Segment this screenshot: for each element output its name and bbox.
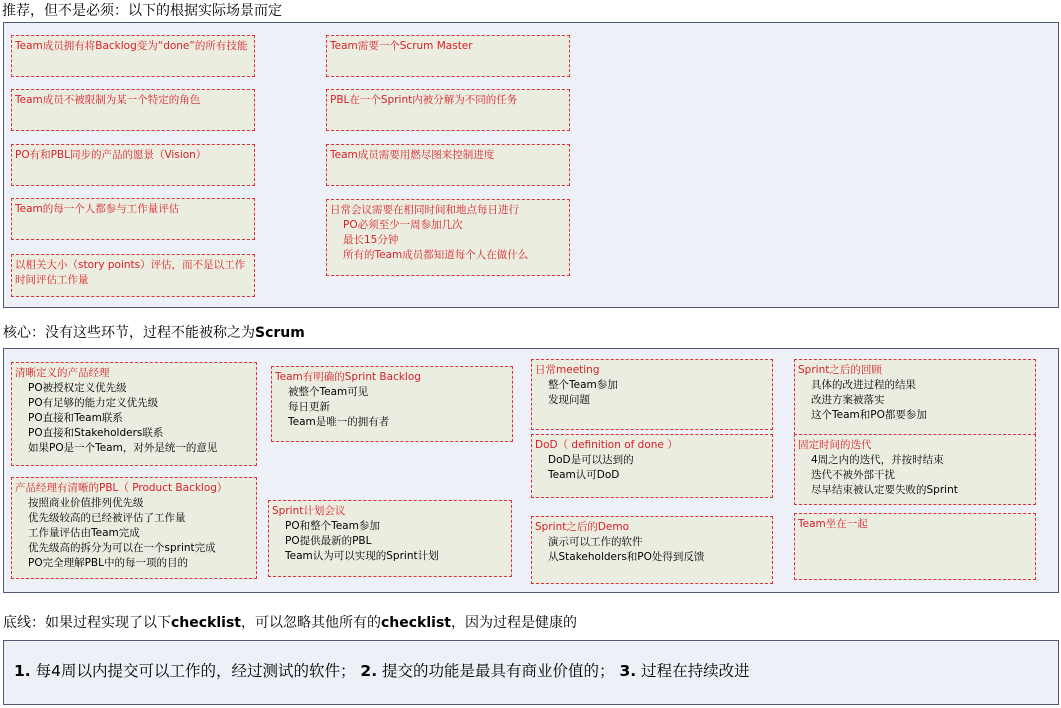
card-bullet: Team认可DoD xyxy=(548,469,620,481)
core-card-1 xyxy=(11,362,257,466)
card-bullet: 工作量评估由Team完成 xyxy=(28,527,140,539)
card-title: 日常会议需要在相同时间和地点每日进行 xyxy=(330,204,519,216)
card-title: 日常meeting xyxy=(535,364,600,376)
recommended-card-7 xyxy=(326,89,570,131)
card-title: Team的每一个人都参与工作量评估 xyxy=(15,203,180,215)
card-title: 以相关大小（story points）评估，而不是以工作时间评估工作量 xyxy=(15,259,246,286)
recommended-card-2 xyxy=(11,89,255,131)
card-bullet: 优先级高的拆分为可以在一个sprint完成 xyxy=(28,542,216,554)
card-bullet: Team是唯一的拥有者 xyxy=(288,416,390,428)
recommended-card-1 xyxy=(11,35,255,77)
card-title: Sprint之后的Demo xyxy=(535,521,630,533)
recommended-card-4 xyxy=(11,198,255,240)
bottom-item-2-num: 2. xyxy=(360,662,378,680)
card-bullet: 如果PO是一个Team，对外是统一的意见 xyxy=(28,442,218,454)
recommended-card-8 xyxy=(326,144,570,186)
core-heading-bold: Scrum xyxy=(255,325,305,341)
bottom-item-1-num: 1. xyxy=(14,662,31,680)
card-title: Team坐在一起 xyxy=(798,518,868,530)
card-bullet: PO被授权定义优先级 xyxy=(28,382,127,394)
card-bullet: 迭代不被外部干扰 xyxy=(811,469,895,481)
bottom-item-3-text: 过程在持续改进 xyxy=(636,662,750,680)
bottom-heading-post: ，因为过程是健康的 xyxy=(451,615,577,631)
core-heading xyxy=(3,324,305,342)
card-bullet: 整个Team参加 xyxy=(548,379,618,391)
bottom-heading-bold-1: checklist xyxy=(171,615,241,631)
card-bullet: 发现问题 xyxy=(548,394,590,406)
core-card-4 xyxy=(268,500,512,577)
core-card-2 xyxy=(11,477,257,579)
card-bullet: PO和整个Team参加 xyxy=(285,520,380,532)
recommended-card-6 xyxy=(326,35,570,77)
card-bullet: PO必须至少一周参加几次 xyxy=(343,219,463,231)
bottom-item-2-text: 提交的功能是最具有商业价值的； xyxy=(377,662,615,680)
card-bullet: 尽早结束被认定要失败的Sprint xyxy=(811,484,958,496)
card-title: 清晰定义的产品经理 xyxy=(15,367,110,379)
card-title: Team成员拥有将Backlog变为“done”的所有技能 xyxy=(15,40,248,52)
recommended-heading-text: 推荐，但不是必须：以下的根据实际场景而定 xyxy=(2,3,282,19)
card-bullet: 优先级较高的已经被评估了工作量 xyxy=(28,512,186,524)
card-title: Team成员需要用燃尽图来控制进度 xyxy=(330,149,495,161)
card-bullet: PO直接和Team联系 xyxy=(28,412,123,424)
recommended-card-3 xyxy=(11,144,255,186)
core-card-9 xyxy=(794,434,1036,505)
card-bullet: DoD是可以达到的 xyxy=(548,454,634,466)
card-bullet: 每日更新 xyxy=(288,401,330,413)
bottom-heading-bold-2: checklist xyxy=(381,615,451,631)
card-bullet: 被整个Team可见 xyxy=(288,386,369,398)
bottom-heading-mid: ，可以忽略其他所有的 xyxy=(241,615,381,631)
recommended-card-5 xyxy=(11,254,255,297)
card-bullet: 所有的Team成员都知道每个人在做什么 xyxy=(343,249,529,261)
recommended-heading xyxy=(2,2,282,20)
card-bullet: PO有足够的能力定义优先级 xyxy=(28,397,159,409)
bottom-heading xyxy=(3,614,577,632)
card-bullet: PO完全理解PBL中的每一项的目的 xyxy=(28,557,188,569)
core-card-3 xyxy=(271,366,513,442)
card-bullet: 4周之内的迭代，并按时结束 xyxy=(811,454,944,466)
core-card-5 xyxy=(531,359,773,430)
card-title: Sprint之后的回顾 xyxy=(798,364,882,376)
bottom-item-3-num: 3. xyxy=(619,662,637,680)
card-bullet: PO直接和Stakeholders联系 xyxy=(28,427,164,439)
core-card-7 xyxy=(531,516,773,584)
card-bullet: 演示可以工作的软件 xyxy=(548,536,643,548)
card-title: Team需要一个Scrum Master xyxy=(330,40,473,52)
card-bullet: 从Stakeholders和PO处得到反馈 xyxy=(548,551,705,563)
card-bullet: 具体的改进过程的结果 xyxy=(811,379,916,391)
card-bullet: 按照商业价值排列优先级 xyxy=(28,497,144,509)
recommended-card-9 xyxy=(326,199,570,276)
card-title: DoD（ definition of done ） xyxy=(535,439,678,451)
core-card-6 xyxy=(531,434,773,498)
card-title: Team成员不被限制为某一个特定的角色 xyxy=(15,94,201,106)
core-card-10 xyxy=(794,513,1036,580)
core-heading-prefix: 核心：没有这些环节，过程不能被称之为 xyxy=(3,325,255,341)
card-title: PO有和PBL同步的产品的愿景（Vision） xyxy=(15,149,207,161)
card-bullet: 最长15分钟 xyxy=(343,234,399,246)
bottom-heading-pre: 底线：如果过程实现了以下 xyxy=(3,615,171,631)
bottom-line-box xyxy=(3,640,1059,705)
card-bullet: Team认为可以实现的Sprint计划 xyxy=(285,550,439,562)
card-title: PBL在一个Sprint内被分解为不同的任务 xyxy=(330,94,518,106)
card-bullet: 改进方案被落实 xyxy=(811,394,885,406)
card-title: 固定时间的迭代 xyxy=(798,439,872,451)
card-title: Sprint计划会议 xyxy=(272,505,346,517)
bottom-item-1-text: 每4周以内提交可以工作的，经过测试的软件； xyxy=(30,662,356,680)
card-bullet: 这个Team和PO都要参加 xyxy=(811,409,927,421)
card-title: 产品经理有清晰的PBL（ Product Backlog） xyxy=(15,482,228,494)
card-title: Team有明确的Sprint Backlog xyxy=(275,371,421,383)
card-bullet: PO提供最新的PBL xyxy=(285,535,372,547)
core-card-8 xyxy=(794,359,1036,435)
